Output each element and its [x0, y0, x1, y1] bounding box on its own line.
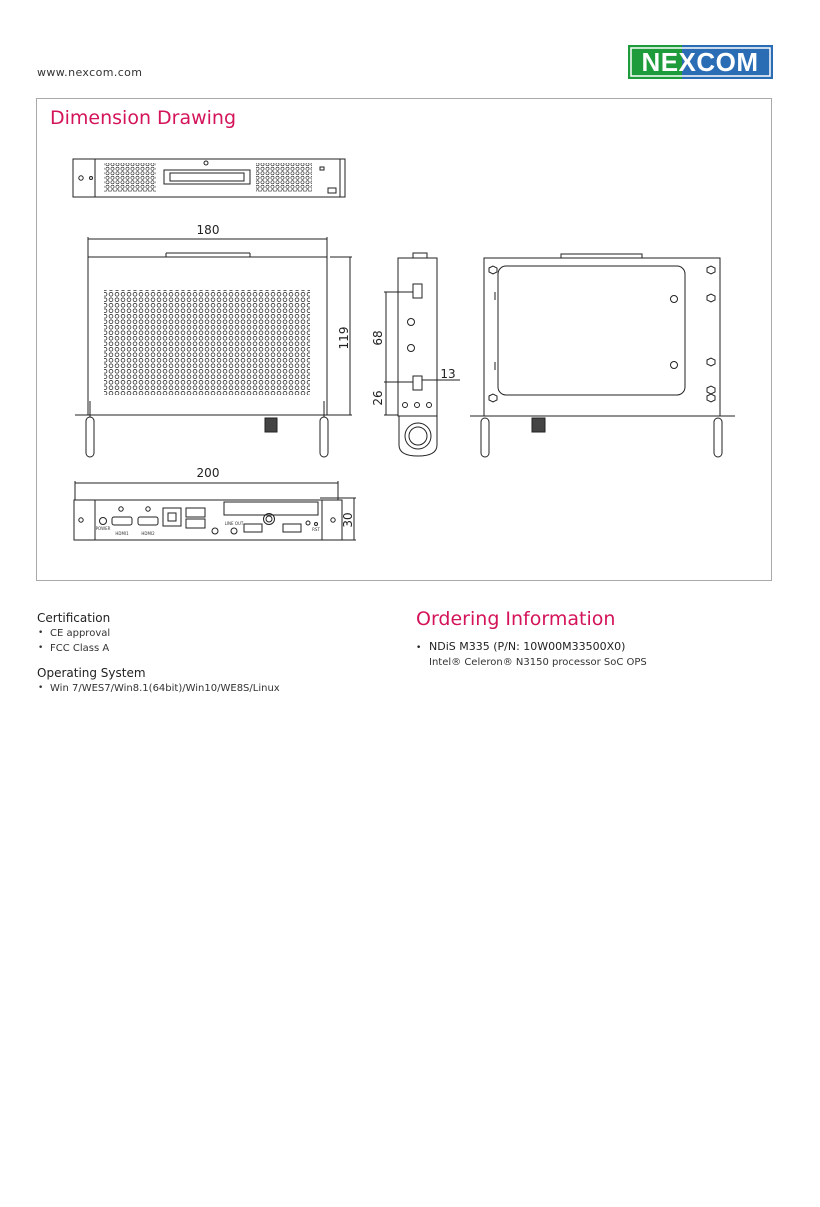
- ordering-product-name: NDiS M335 (P/N: 10W00M33500X0): [429, 640, 626, 653]
- ordering-product: [416, 640, 625, 653]
- rear-view: [470, 254, 735, 457]
- ordering-description: Intel® Celeron® N3150 processor SoC OPS: [429, 657, 647, 668]
- dim-side-68: 68: [371, 330, 385, 346]
- dim-width-180: 180: [196, 223, 220, 237]
- logo-text: NEXCOM: [641, 47, 759, 77]
- dim-height-119: 119: [337, 326, 351, 350]
- top-view: [73, 159, 345, 197]
- port-label-hdmi1: HDMI1: [115, 531, 129, 536]
- operating-system-item: • Win 7/WES7/Win8.1(64bit)/Win10/WE8S/Linux: [37, 681, 280, 696]
- certification-heading: Certification: [37, 611, 111, 625]
- dim-height-30: 30: [341, 512, 355, 528]
- certification-item: • FCC Class A: [37, 641, 110, 656]
- bullet-icon: •: [416, 643, 422, 653]
- dimension-drawing-title: Dimension Drawing: [50, 107, 237, 129]
- port-label-lineout: LINE OUT: [224, 521, 244, 526]
- port-label-rst: RST: [312, 527, 320, 532]
- website-url: www.nexcom.com: [37, 66, 143, 79]
- certification-list: [37, 626, 110, 656]
- operating-system-list: [37, 681, 280, 696]
- dim-side-26: 26: [371, 390, 385, 406]
- side-view: [384, 253, 460, 456]
- operating-system-heading: Operating System: [37, 666, 146, 680]
- ordering-information-title: Ordering Information: [416, 608, 616, 630]
- dim-side-13: 13: [440, 367, 456, 381]
- front-view: [75, 237, 352, 457]
- dim-width-200: 200: [196, 466, 220, 480]
- dimension-drawing: [0, 0, 820, 600]
- port-label-hdmi2: HDMI2: [141, 531, 155, 536]
- certification-item: • CE approval: [37, 626, 110, 641]
- port-label-power: POWER: [95, 526, 111, 531]
